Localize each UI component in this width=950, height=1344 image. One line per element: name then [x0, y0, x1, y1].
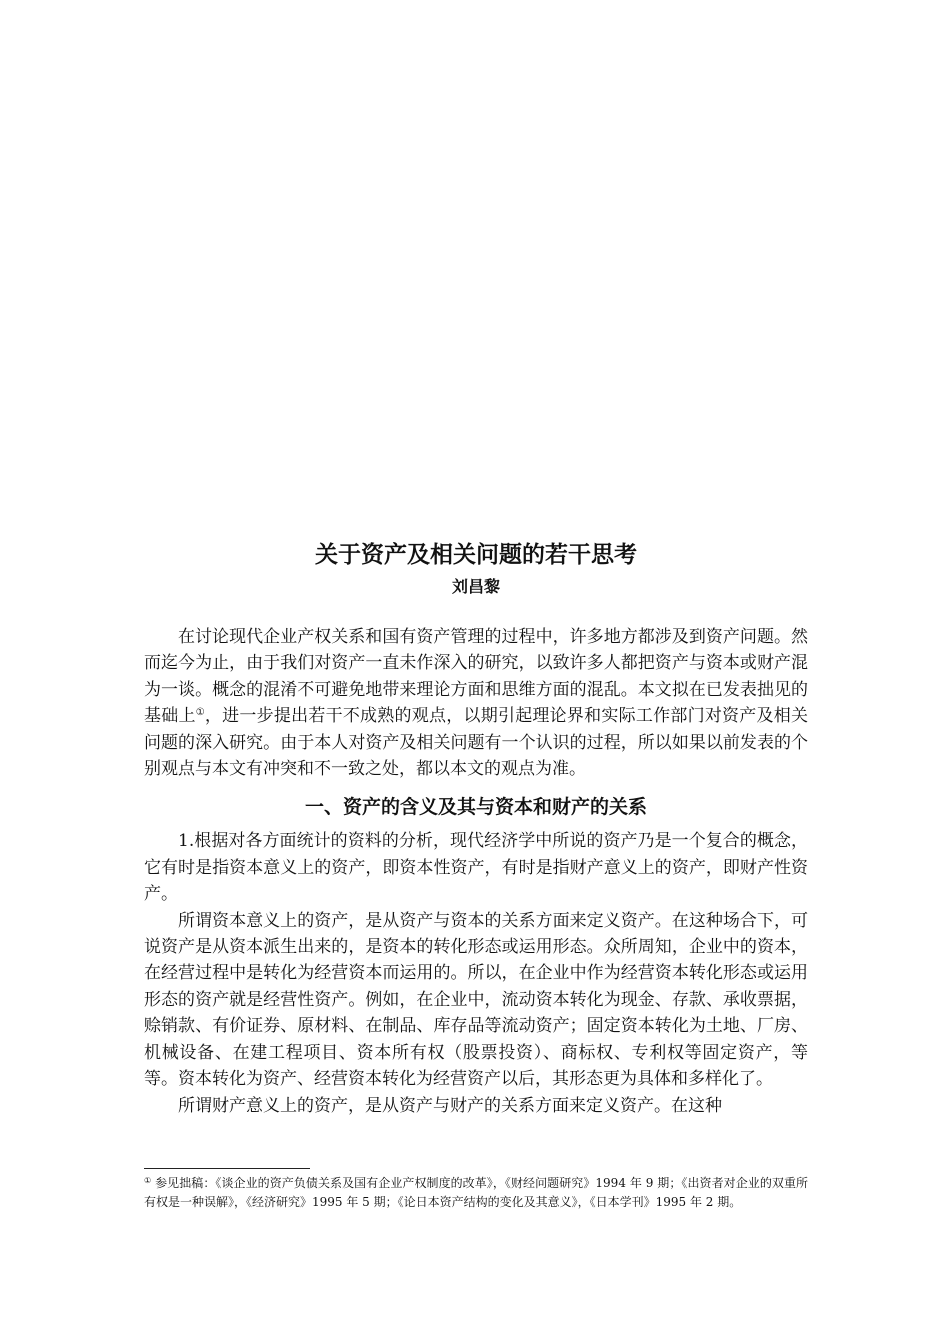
footnote-reference[interactable]: ①	[195, 707, 205, 719]
author-name: 刘昌黎	[451, 577, 500, 596]
footnote-text: 参见拙稿：《谈企业的资产负债关系及国有企业产权制度的改革》，《财经问题研究》1994 年 9 期；《出资者对企业的双重所有权是一种误解》，《经济研究》1995 年 5 期；《论日本资产结构的变化及其意义》，《日本学刊》1995 年 2 期。	[144, 1176, 809, 1209]
section-heading: 一、资产的含义及其与资本和财产的关系	[304, 796, 647, 819]
section-paragraph-2: 所谓资本意义上的资产，是从资产与资本的关系方面来定义资产。在这种场合下，可说资产是从资本派生出来的，是资本的转化形态或运用形态。众所周知，企业中的资本，在经营过程中是转化为经营资本而运用的。所以，在企业中作为经营资本转化形态或运用形态的资产就是经营性资产。例如，在企业中，流动资本转化为现金、存款、承收票据，赊销款、有价证券、原材料、在制品、库存品等流动资产；固定资本转化为土地、厂房、机械设备、在建工程项目、资本所有权（股票投资）、商标权、专利权等固定资产，等等。资本转化为资产、经营资本转化为经营资产以后，其形态更为具体和多样化了。	[144, 910, 808, 1090]
intro-text-part2: ，进一步提出若干不成熟的观点，以期引起理论界和实际工作部门对资产及相关问题的深入研究。由于本人对资产及相关问题有一个认识的过程，所以如果以前发表的个别观点与本文有冲突和不一致之处，都以本文的观点为准。	[144, 706, 809, 780]
intro-paragraph	[144, 624, 808, 782]
section-paragraph-3: 所谓财产意义上的资产，是从资产与财产的关系方面来定义资产。在这种	[178, 1095, 722, 1116]
footnote-divider	[144, 1168, 310, 1169]
footnote-marker: ①	[144, 1176, 152, 1185]
document-body	[144, 540, 808, 1119]
article-title: 关于资产及相关问题的若干思考	[315, 542, 637, 568]
section-paragraph-1: 1.根据对各方面统计的资料的分析，现代经济学中所说的资产乃是一个复合的概念，它有时是指资本意义上的资产，即资本性资产，有时是指财产意义上的资产，即财产性资产。	[144, 831, 808, 905]
intro-text-part1: 在讨论现代企业产权关系和国有资产管理的过程中，许多地方都涉及到资产问题。然而迄今为止，由于我们对资产一直未作深入的研究，以致许多人都把资产与资本或财产混为一谈。概念的混淆不可避免地带来理论方面和思维方面的混乱。本文拟在已发表拙见的基础上	[144, 627, 808, 727]
footnote	[144, 1174, 808, 1211]
